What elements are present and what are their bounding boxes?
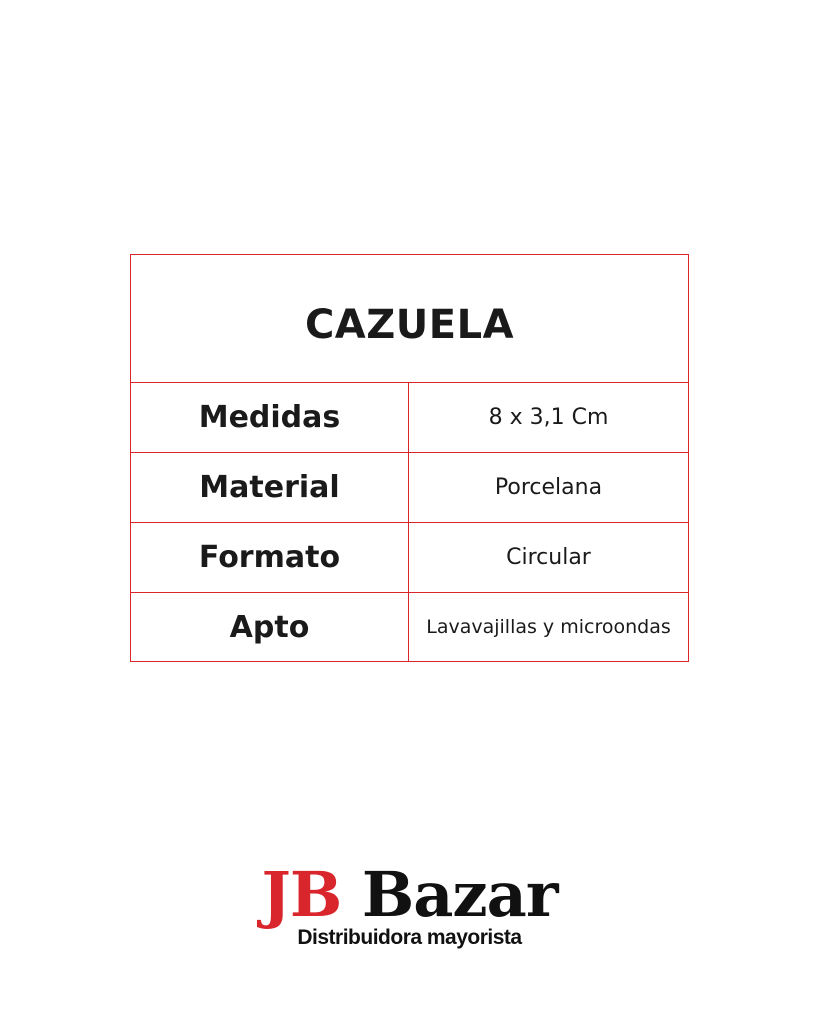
spec-row bbox=[131, 383, 688, 453]
brand-name bbox=[0, 860, 819, 930]
title-cell bbox=[131, 255, 688, 383]
brand-name-bazar: Bazar bbox=[361, 858, 558, 931]
spec-row bbox=[131, 523, 688, 593]
spec-value-apto: Lavavajillas y microondas bbox=[426, 616, 671, 638]
spec-label-apto: Apto bbox=[229, 609, 310, 645]
spec-label-formato: Formato bbox=[198, 540, 341, 575]
spec-value-material: Porcelana bbox=[494, 475, 603, 500]
spec-row bbox=[131, 593, 688, 661]
brand-logo bbox=[0, 860, 819, 950]
spec-label-medidas: Medidas bbox=[198, 400, 341, 435]
spec-label-cell bbox=[131, 453, 409, 522]
spec-label-cell bbox=[131, 523, 409, 592]
spec-label-material: Material bbox=[199, 470, 340, 505]
spec-value-cell bbox=[409, 453, 688, 522]
spec-row bbox=[131, 453, 688, 523]
brand-name-jb: JB bbox=[261, 858, 342, 931]
spec-value-formato: Circular bbox=[506, 545, 591, 570]
spec-label-cell bbox=[131, 383, 409, 452]
spec-table bbox=[130, 254, 689, 662]
spec-value-cell bbox=[409, 593, 688, 661]
product-title: CAZUELA bbox=[304, 301, 515, 348]
spec-value-cell bbox=[409, 383, 688, 452]
spec-label-cell bbox=[131, 593, 409, 661]
brand-tagline: Distribuidora mayorista bbox=[297, 926, 522, 949]
spec-value-cell bbox=[409, 523, 688, 592]
spec-value-medidas: 8 x 3,1 Cm bbox=[488, 405, 609, 430]
